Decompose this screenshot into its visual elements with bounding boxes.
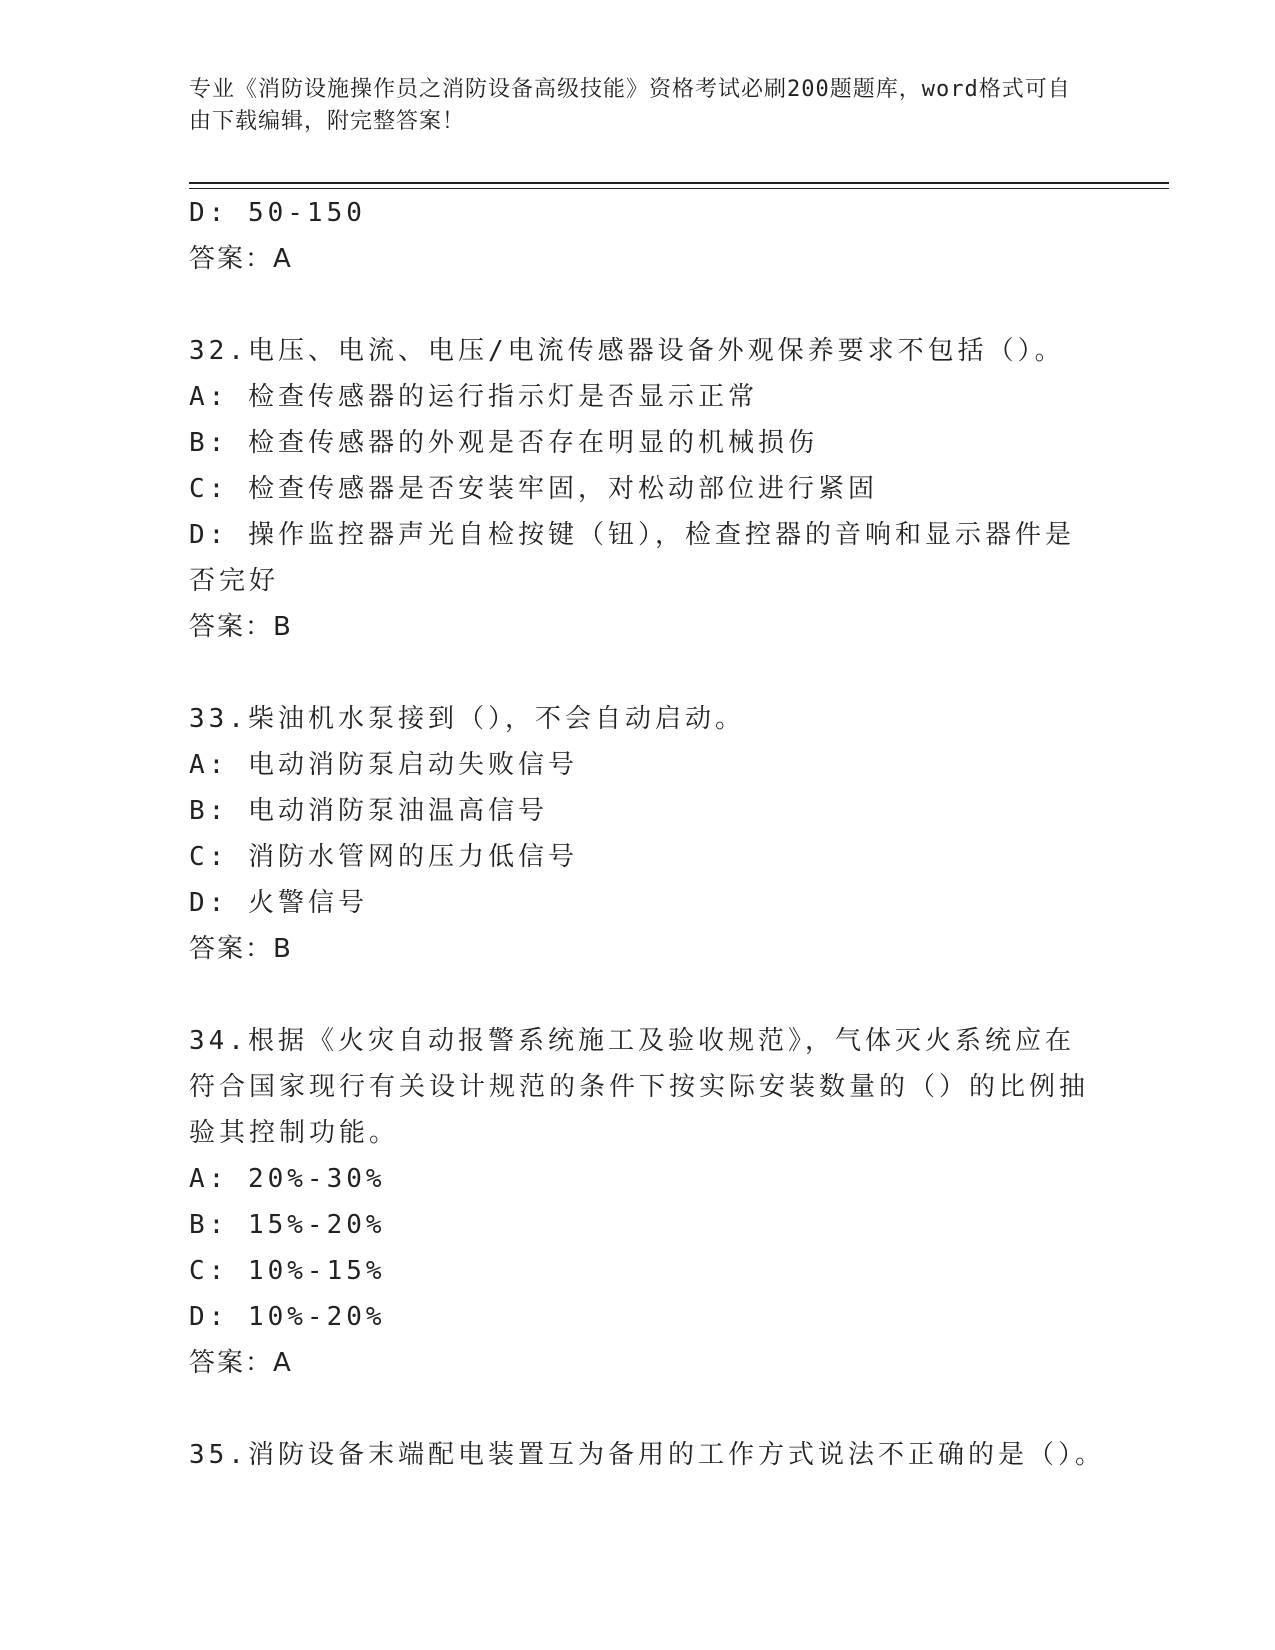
question-content xyxy=(189,190,1105,1478)
q32-option-c: C: 检查传感器是否安装牢固，对松动部位进行紧固 xyxy=(189,474,878,504)
q34-option-a: A: 20%-30% xyxy=(189,1164,386,1194)
q32-option-b: B: 检查传感器的外观是否存在明显的机械损伤 xyxy=(189,428,818,458)
q33-option-b: B: 电动消防泵油温高信号 xyxy=(189,796,548,826)
q32-stem: 32.电压、电流、电压/电流传感器设备外观保养要求不包括（）。 xyxy=(189,336,1065,366)
q33-option-d: D: 火警信号 xyxy=(189,888,368,918)
q33-option-a: A: 电动消防泵启动失败信号 xyxy=(189,750,578,780)
spacer xyxy=(189,972,1089,1018)
q32-option-d: D: 操作监控器声光自检按键（钮），检查控器的音响和显示器件是否完好 xyxy=(189,520,1075,596)
header-rule-thin xyxy=(189,188,1169,189)
prev-answer: 答案：A xyxy=(189,244,293,274)
spacer xyxy=(189,1386,1089,1432)
q32-answer: 答案：B xyxy=(189,612,293,642)
q33-option-c: C: 消防水管网的压力低信号 xyxy=(189,842,578,872)
q35-stem: 35.消防设备末端配电装置互为备用的工作方式说法不正确的是（）。 xyxy=(189,1440,1105,1470)
spacer xyxy=(189,650,1089,696)
q34-stem: 34.根据《火灾自动报警系统施工及验收规范》，气体灭火系统应在符合国家现行有关设计规范的条件下按实际安装数量的（）的比例抽验其控制功能。 xyxy=(189,1026,1090,1148)
header-rule-thick xyxy=(189,182,1169,184)
q34-option-c: C: 10%-15% xyxy=(189,1256,386,1286)
document-header: 专业《消防设施操作员之消防设备高级技能》资格考试必刷200题题库，word格式可自由下载编辑，附完整答案！ xyxy=(189,77,1071,134)
q34-option-d: D: 10%-20% xyxy=(189,1302,386,1332)
spacer xyxy=(189,282,1089,328)
q33-stem: 33.柴油机水泵接到（），不会自动启动。 xyxy=(189,704,745,734)
q32-option-a: A: 检查传感器的运行指示灯是否显示正常 xyxy=(189,382,758,412)
q34-option-b: B: 15%-20% xyxy=(189,1210,386,1240)
q33-answer: 答案：B xyxy=(189,934,293,964)
q34-answer: 答案：A xyxy=(189,1348,293,1378)
prev-option-d: D: 50-150 xyxy=(189,198,366,228)
